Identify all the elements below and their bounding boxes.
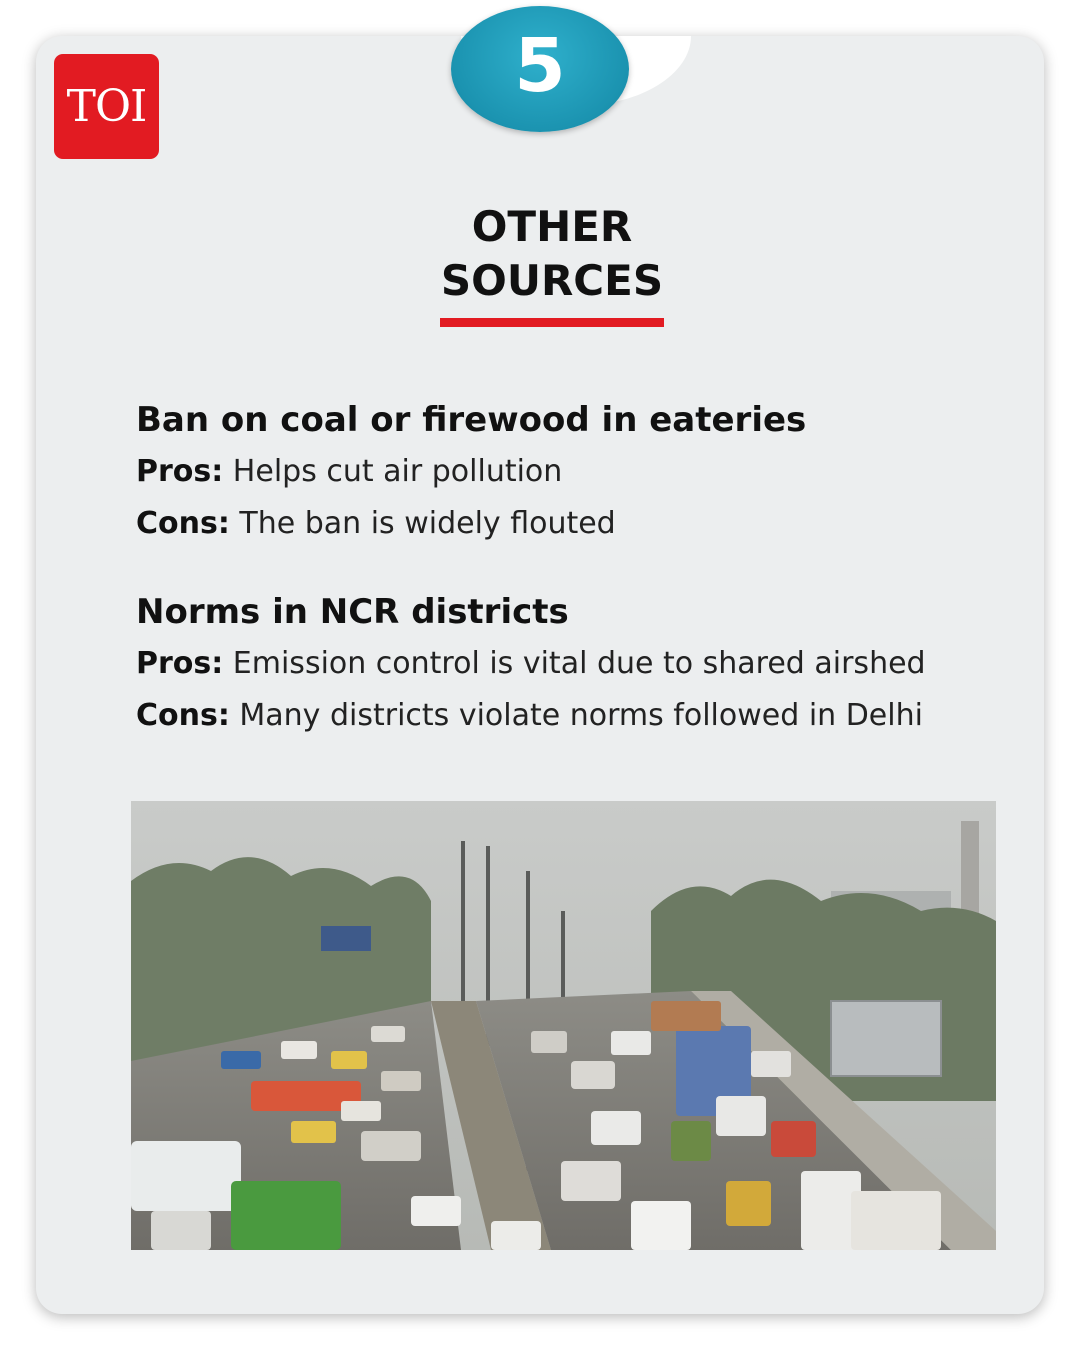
cons-text: Many districts violate norms followed in Delhi [239,698,923,733]
title-line-1: OTHER [471,202,633,251]
billboard-small [321,926,371,951]
traffic-jam-photo [131,801,996,1250]
pros-label: Pros: [136,646,224,681]
cons-label: Cons: [136,506,230,541]
pros-text: Emission control is vital due to shared airshed [232,646,926,681]
pros-label: Pros: [136,454,224,489]
pros-text: Helps cut air pollution [232,454,563,489]
pros-row [136,450,1036,494]
page-title [380,200,724,308]
traffic-scene-illustration [131,801,996,1250]
title-underline [440,318,664,327]
section-title: Ban on coal or firewood in eateries [136,400,807,440]
cons-label: Cons: [136,698,230,733]
section-ncr-norms [136,590,1036,746]
billboard [831,1001,941,1076]
pros-row [136,642,1036,686]
title-line-2: SOURCES [440,256,664,305]
cons-text: The ban is widely flouted [239,506,616,541]
section-title: Norms in NCR districts [136,592,569,632]
cons-row [136,694,1036,738]
cons-row [136,502,1036,546]
toi-logo[interactable]: TOI [54,54,159,159]
number-badge: 5 [451,6,629,132]
section-coal-ban [136,398,1036,554]
